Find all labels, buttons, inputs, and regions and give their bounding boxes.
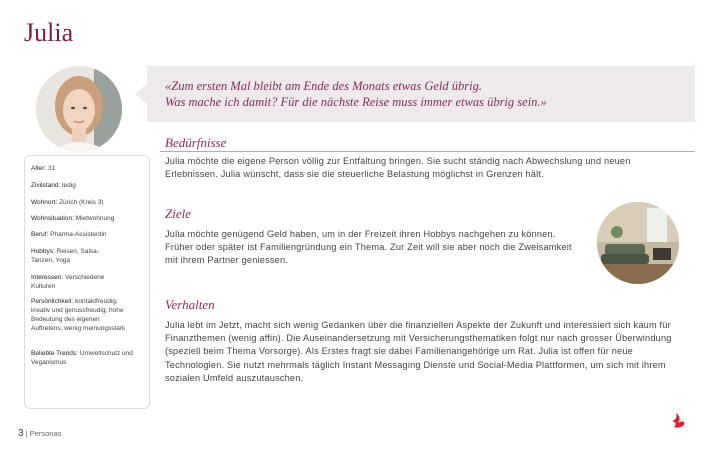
profile-civil-status: Zivilstand: ledig <box>31 182 76 189</box>
section-text-verhalten: Julia lebt im Jetzt, macht sich wenig Gedanken über die finanziellen Aspekte der Zukunft und interessiert sich kaum für Finanzthemen (wenig affin). Die Auseinandersetzung mit Versicherungsthematiken folgt nur nach grosser Überwindung (speziell beim Thema Vorsorge). Als Erstes fragt sie dabei Familienangehörige um Rat. Julia ist offen für neue Technologien. Sie nutzt mehrmals täglich Instant Messaging Dienste und Social-Media Plattformen, um sich mit ihrem sozialen Umfeld auszutauschen. <box>165 320 672 383</box>
living-room-photo <box>597 202 679 284</box>
profile-job: Beruf: Pharma-Assistentin <box>31 231 107 238</box>
persona-avatar <box>36 66 122 152</box>
profile-hobbies: Hobbys: Reisen, Salsa-Tanzen, Yoga <box>31 248 99 264</box>
section-divider <box>160 151 695 152</box>
profile-interests: Interessen: Verschiedene Kulturen <box>31 274 105 290</box>
profile-housing: Wohnsituation: Mietwohnung <box>31 215 115 222</box>
section-text-beduerfnisse: Julia möchte die eigene Person völlig zur Entfaltung bringen. Sie sucht ständig nach Abwechslung und neuen Erlebnissen. Julia wünscht, dass sie die steuerliche Belastung möglichst in Grenzen hält. <box>165 156 631 180</box>
section-heading-ziele: Ziele <box>165 206 191 221</box>
profile-residence: Wohnort: Zürich (Kreis 3) <box>31 199 104 206</box>
profile-personality: Persönlichkeit: kontaktfreudig, kreativ und genussfreudig; hohe Bedeutung des eigenen Auftretens, wenig meinungsstark <box>31 298 126 332</box>
footer-label: Personas <box>29 429 62 438</box>
quote-line-1: «Zum ersten Mal bleibt am Ende des Monats etwas Geld übrig. <box>165 79 482 93</box>
profile-sidebar <box>24 155 150 409</box>
footer-separator: | <box>25 429 28 438</box>
quote-line-2: Was mache ich damit? Für die nächste Reise muss immer etwas übrig sein.» <box>165 95 547 109</box>
page-footer <box>18 428 61 439</box>
page-number: 3 <box>18 428 24 439</box>
profile-trends: Beliebte Trends: Umweltschutz und Veganismus <box>31 350 133 366</box>
section-heading-verhalten: Verhalten <box>165 297 215 312</box>
profile-age: Alter: 31 <box>31 165 56 172</box>
persona-name: Julia <box>24 18 74 47</box>
persona-quote <box>165 78 683 110</box>
quote-box <box>147 66 695 122</box>
swiss-life-logo <box>660 411 704 437</box>
section-text-ziele: Julia möchte genügend Geld haben, um in der Freizeit ihren Hobbys nachgehen zu können. Früher oder später ist Familiengründung ein Thema. Zur Zeit will sie aber noch die Zweisamkeit mit ihrem Partner geniessen. <box>165 229 572 266</box>
section-heading-beduerfnisse: Bedürfnisse <box>165 135 227 150</box>
